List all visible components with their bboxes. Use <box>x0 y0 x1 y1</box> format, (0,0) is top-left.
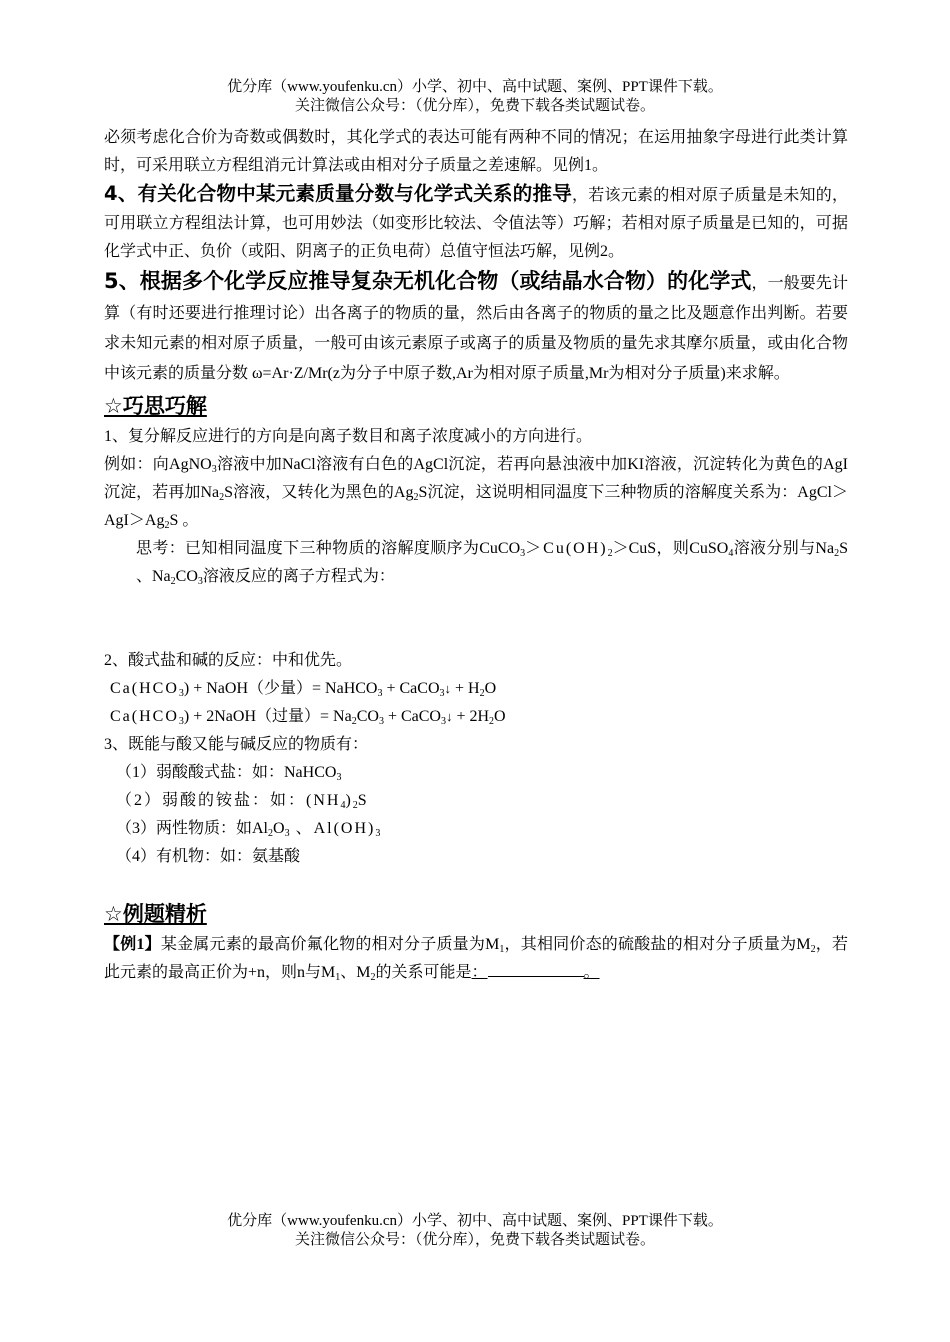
equation-text: + CaCO <box>383 708 441 725</box>
footer-line-1: 优分库（www.youfenku.cn）小学、初中、高中试题、案例、PPT课件下载。 <box>227 1213 723 1229</box>
subscript: 2 <box>413 492 419 503</box>
list-item: （4）有机物：如：氨基酸 <box>116 848 301 865</box>
point-4-paragraph <box>104 180 848 266</box>
page-footer <box>0 1212 950 1250</box>
subscript: 3 <box>336 772 342 783</box>
subscript: 2 <box>219 492 225 503</box>
answer-blank[interactable] <box>472 964 600 981</box>
equation-1 <box>104 675 848 703</box>
subscript: 2 <box>810 944 816 955</box>
think-text: ＞Cu(OH) <box>525 540 608 557</box>
list-text: ) <box>345 792 353 809</box>
spacer <box>104 871 848 897</box>
down-arrow-icon: ↓ <box>445 709 453 724</box>
answer-colon: ： <box>471 964 488 981</box>
subscript: 4 <box>728 548 734 559</box>
subscript: 1 <box>335 972 341 983</box>
section-title-examples: ☆例题精析 <box>104 902 207 926</box>
tip-example-paragraph <box>104 451 848 535</box>
think-text: 溶液反应的离子方程式为： <box>202 568 395 585</box>
example-text: 的关系可能是 <box>375 964 472 981</box>
equation-text: + 2H <box>452 708 490 725</box>
example-text: ，其相同价态的硫酸盐的相对分子质量为M <box>504 936 811 953</box>
subscript: 2 <box>164 520 170 531</box>
header-line-1: 优分库（www.youfenku.cn）小学、初中、高中试题、案例、PPT课件下载。 <box>227 79 723 95</box>
subscript: 3 <box>178 716 184 727</box>
subscript: 2 <box>479 688 485 699</box>
subscript: 3 <box>377 688 383 699</box>
example-text: S溶液，又转化为黑色的Ag <box>224 484 414 501</box>
list-item <box>104 787 848 815</box>
document-body <box>104 124 848 987</box>
point-5-heading: 5、根据多个化学反应推导复杂无机化合物（或结晶水合物）的化学式 <box>104 269 752 293</box>
subscript: 3 <box>520 548 526 559</box>
equation-text: CO <box>356 708 379 725</box>
think-text: 思考：已知相同温度下三种物质的溶解度顺序为CuCO <box>136 540 521 557</box>
answer-line <box>488 962 584 977</box>
page-header <box>0 78 950 116</box>
list-text: （1）弱酸酸式盐：如：NaHCO <box>116 764 337 781</box>
equation-text: Ca(HCO <box>110 708 179 725</box>
intro-paragraph: 必须考虑化合价为奇数或偶数时，其化学式的表达可能有两种不同的情况；在运用抽象字母进行此类计算时，可采用联立方程组消元计算法或由相对分子质量之差速解。见例1。 <box>104 129 848 174</box>
point-5-body: ，一般要先计算（有时还要进行推理讨论）出各离子的物质的量，然后由各离子的物质的量之比及题意作出判断。若要求未知元素的相对原子质量，一般可由该元素原子或离子的质量及物质的量先求其摩尔质量，或由化合物中该元素的质量分数 ω=Ar·Z/Mr(z为分子中原子数,Ar为相对原子质量,Mr为相对分子质量)来求解。 <box>104 275 848 382</box>
think-text: CO <box>175 568 198 585</box>
example-text: 例如：向AgNO <box>104 456 212 473</box>
example-text: 、M <box>340 964 371 981</box>
subscript: 3 <box>378 716 384 727</box>
list-text: 、Al(OH) <box>289 820 376 837</box>
think-text: S 、Na <box>136 540 848 585</box>
example-text: 溶液中加NaCl溶液有白色的AgCl沉淀，若再向悬浊液中加KI溶液，沉淀转化为黄色的AgI沉淀，若再加Na <box>104 456 848 501</box>
down-arrow-icon: ↓ <box>444 681 452 696</box>
subscript: 2 <box>351 716 357 727</box>
subscript: 3 <box>440 716 446 727</box>
subscript: 2 <box>489 716 495 727</box>
equation-text: + H <box>451 680 480 697</box>
equation-text: + CaCO <box>382 680 440 697</box>
equation-text: O <box>484 680 497 697</box>
subscript: 3 <box>439 688 445 699</box>
subscript: 4 <box>340 800 346 811</box>
list-text: （2）弱酸的铵盐：如：(NH <box>116 792 341 809</box>
tip-item-3: 3、既能与酸又能与碱反应的物质有： <box>104 736 369 753</box>
equation-text: O <box>494 708 506 725</box>
example-text: S 。 <box>169 512 199 529</box>
example-label: 【例1】 <box>104 936 161 953</box>
example-1-paragraph <box>104 931 848 987</box>
list-item <box>104 815 848 843</box>
point-4-body: ，若该元素的相对原子质量是未知的，可用联立方程组法计算，也可用妙法（如变形比较法、令值法等）巧解；若相对原子质量是已知的，可据化学式中正、负价（或阳、阴离子的正负电荷）总值守恒法巧解，见例2。 <box>104 187 848 260</box>
subscript: 3 <box>211 464 217 475</box>
subscript: 2 <box>607 548 613 559</box>
answer-space <box>104 591 848 647</box>
list-item <box>104 759 848 787</box>
footer-line-2: 关注微信公众号：（优分库），免费下载各类试题试卷。 <box>294 1232 655 1248</box>
subscript: 3 <box>375 828 381 839</box>
subscript: 2 <box>834 548 840 559</box>
subscript: 2 <box>268 828 274 839</box>
answer-end: 。 <box>583 964 600 981</box>
example-text: S沉淀，这说明相同温度下三种物质的溶解度关系为：AgCl＞AgI＞Ag <box>104 484 848 529</box>
subscript: 1 <box>499 944 505 955</box>
example-text: ，若此元素的最高正价为+n，则n与M <box>104 936 848 981</box>
list-text: S <box>357 792 367 809</box>
subscript: 3 <box>178 688 184 699</box>
equation-2 <box>104 703 848 731</box>
think-paragraph <box>104 535 848 591</box>
header-line-2: 关注微信公众号：（优分库），免费下载各类试题试卷。 <box>294 98 655 114</box>
equation-text: ) + 2NaOH（过量）= Na <box>183 708 352 725</box>
point-4-heading: 4、有关化合物中某元素质量分数与化学式关系的推导 <box>104 182 573 205</box>
think-text: 溶液分别与Na <box>733 540 835 557</box>
subscript: 2 <box>370 972 376 983</box>
tip-item-1: 1、复分解反应进行的方向是向离子数目和离子浓度减小的方向进行。 <box>104 428 593 445</box>
example-text: 某金属元素的最高价氟化物的相对分子质量为M <box>160 936 500 953</box>
section-title-tips: ☆巧思巧解 <box>104 394 207 418</box>
subscript: 3 <box>284 828 290 839</box>
subscript: 2 <box>352 800 358 811</box>
list-text: （3）两性物质：如Al <box>116 820 269 837</box>
subscript: 2 <box>170 576 176 587</box>
equation-text: ) + NaOH（少量）= NaHCO <box>183 680 378 697</box>
tip-item-2: 2、酸式盐和碱的反应：中和优先。 <box>104 652 353 669</box>
equation-text: Ca(HCO <box>110 680 179 697</box>
think-text: ＞CuS，则CuSO <box>612 540 729 557</box>
point-5-paragraph <box>104 266 848 389</box>
subscript: 3 <box>197 576 203 587</box>
list-text: O <box>273 820 285 837</box>
